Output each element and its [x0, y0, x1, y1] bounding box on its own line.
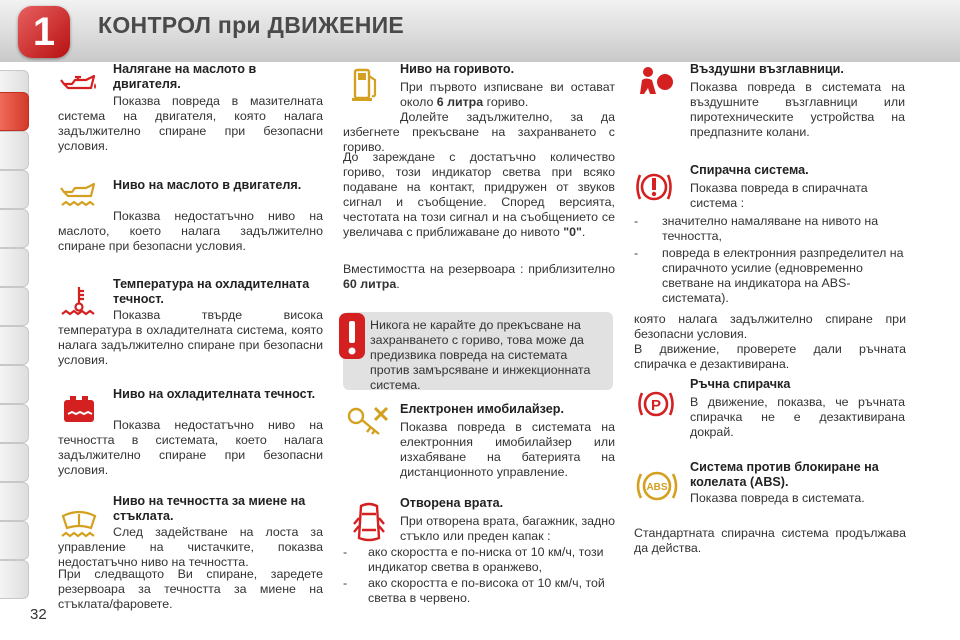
section-title-brake: Спирачна система.: [690, 163, 809, 177]
section-body-airbag: Показва повреда в системата на въздушните възглавници или пиротехническите устройства на предпазните колани.: [690, 80, 905, 139]
chapter-tab[interactable]: [0, 287, 29, 326]
section-body-oil-pressure: Показва повреда в мазителната система на двигателя, която налага задължително спиране при безопасни условия.: [58, 94, 323, 153]
section-title-airbag: Въздушни възглавници.: [690, 62, 844, 76]
chapter-tab[interactable]: [0, 170, 29, 209]
section-body-coolant-level: Показва недостатъчно ниво на течността в системата, което налага задължително спиране при безопасни условия.: [58, 418, 323, 477]
section-body-fuel-p1: При първото изписване ви остават около 6 литра гориво.: [400, 80, 615, 109]
section-after-brake-1: която налага задължително спиране при безопасни условия.: [634, 312, 906, 341]
list-item: - ако скоростта е по-ниска от 10 км/ч, този индикатор светва в оранжево, - ако скоростта е по-висока от 10 км/ч, той светва в червено.: [343, 545, 605, 605]
section-title-immobiliser: Електронен имобилайзер.: [400, 402, 564, 416]
chapter-tab[interactable]: [0, 482, 29, 521]
section-title-washer-fluid: Ниво на течността за миене на стъклата.: [113, 494, 306, 523]
section-body-oil-level: Показва недостатъчно ниво на маслото, което налага задължително спиране при безопасни условия.: [58, 209, 323, 253]
chapter-tab[interactable]: [0, 443, 29, 482]
chapter-tab-active[interactable]: [0, 92, 29, 131]
page-title: КОНТРОЛ при ДВИЖЕНИЕ: [98, 12, 405, 38]
chapter-tab[interactable]: [0, 404, 29, 443]
section-body-coolant-temperature: Показва твърде висока температура в охладителната система, която налага задължително спиране при безопасни условия.: [58, 308, 323, 367]
key-immobiliser-icon: [345, 404, 391, 444]
section-title-parking-brake: Ръчна спирачка: [690, 377, 791, 391]
oil-level-icon: [58, 178, 100, 212]
section-title-abs: Система против блокиране на колелата (ABS).: [690, 460, 879, 489]
section-body-door: При отворена врата, багажник, задно стъкло или преден капак :: [400, 514, 615, 543]
warning-text: Никога не карайте до прекъсване на захранването с гориво, това може да предизвика повреда на системата против замърсяване и инжекционната система.: [370, 318, 591, 392]
section-body-fuel-p2: Долейте задължително, за да избегнете прекъсване на захранването с гориво.: [343, 110, 615, 154]
section-extra-washer-fluid: При следващото Ви спиране, заредете резервоара за течността за миене на стъклата/фаровете.: [58, 567, 323, 611]
section-after-brake-2: В движение, проверете дали ръчната спирачка е дезактивирана.: [634, 342, 906, 371]
section-title-oil-level: Ниво на маслото в двигателя.: [113, 178, 302, 192]
section-body-fuel-p4: Вместимостта на резервоара : приблизително 60 литра.: [343, 262, 615, 291]
chapter-tab[interactable]: [0, 521, 29, 560]
page-number: 32: [30, 606, 47, 623]
parking-brake-icon: [636, 386, 676, 422]
airbag-icon: [636, 64, 676, 104]
section-title-coolant-temperature: Температура на охладителната течност.: [113, 277, 310, 306]
chapter-tab[interactable]: [0, 365, 29, 404]
brake-warning-icon: [634, 167, 674, 207]
section-body-immobiliser: Показва повреда в системата на електронния имобилайзер или изхабяване на батерията на дистанционното управление.: [400, 420, 615, 479]
section-title-fuel: Ниво на горивото.: [400, 62, 515, 76]
abs-icon: [634, 466, 680, 506]
section-body-fuel-p3: До зареждане с достатъчно количество гориво, този индикатор светва при всяко подаване на контакт, придружен от звуков сигнал и съобщение. Според версията, честотата на този сигнал и на съобщението се увеличава с приближаване до нивото "0".: [343, 150, 615, 239]
section-body-washer-fluid: След задействане на лоста за управление на чистачките, показва недостатъчно ниво на течността.: [58, 525, 323, 569]
door-open-icon: [352, 500, 386, 546]
list-item: - значително намаляване на нивото на течността, - повреда в електронния разпределител на спирачното усилие (едновременно светване на индикатора на ABS-системата).: [634, 214, 904, 305]
section-title-door: Отворена врата.: [400, 496, 504, 510]
chapter-tab[interactable]: [0, 209, 29, 248]
section-title-oil-pressure: Налягане на маслото в двигателя.: [113, 62, 257, 91]
section-body-brake: Показва повреда в спирачната система :: [690, 181, 868, 210]
chapter-tab[interactable]: [0, 248, 29, 287]
section-body-parking-brake: В движение, показва, че ръчната спирачка не е дезактивирана докрай.: [690, 395, 905, 439]
chapter-tab[interactable]: [0, 326, 29, 365]
svg-text:P: P: [650, 397, 662, 414]
exclamation-warning-icon: [337, 311, 367, 363]
section-after-abs: Стандартната спирачна система продължава да действа.: [634, 526, 906, 555]
svg-text:ABS: ABS: [646, 482, 668, 493]
section-title-coolant-level: Ниво на охладителната течност.: [113, 387, 316, 401]
fuel-pump-icon: [347, 64, 383, 104]
chapter-tab[interactable]: [0, 560, 29, 599]
section-body-abs: Показва повреда в системата.: [690, 491, 865, 505]
chapter-tab[interactable]: [0, 131, 29, 170]
chapter-badge: 1: [18, 6, 70, 58]
